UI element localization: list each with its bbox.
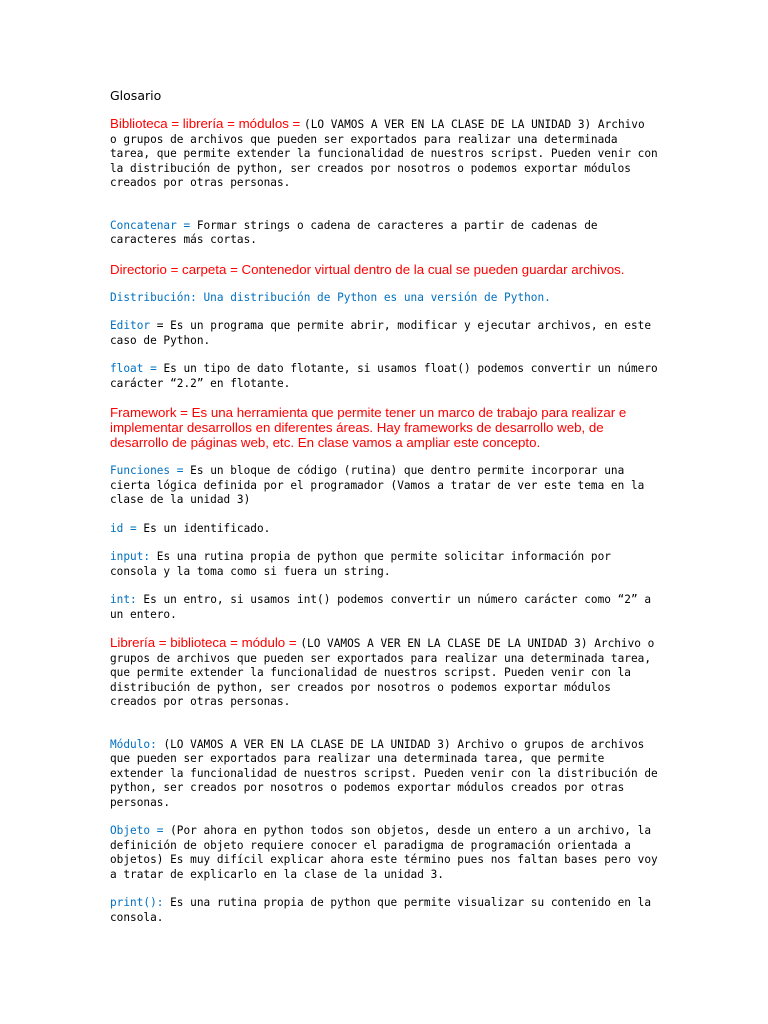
entry-definition: Es una rutina propia de python que permite visualizar su contenido en la consola. — [110, 896, 652, 924]
entry-definition: Es un entro, si usamos int() podemos convertir un número carácter como “2” a un entero. — [110, 593, 652, 621]
entry-definition: Es un bloque de código (rutina) que dentro permite incorporar una cierta lógica definida por el programador (Vamos a tratar de ver este tema en la clase de la unidad 3) — [110, 464, 645, 506]
glossary-entry-modulo — [110, 738, 658, 811]
entry-definition: Formar strings o cadena de caracteres a partir de cadenas de caracteres más cortas. — [110, 218, 598, 246]
entry-term: Librería = biblioteca = módulo = — [110, 635, 301, 650]
entry-definition: Es un identificado. — [143, 521, 271, 535]
entry-definition: (LO VAMOS A VER EN LA CLASE DE LA UNIDAD 3) Archivo o grupos de archivos que pueden ser exportados para realizar una determinada tarea, que permite extender la funcionalidad de nuestros scripst. Pueden venir con la distribución de python, ser creados por nosotros o podemos exportar módulos creados por otras personas. — [110, 737, 658, 809]
entry-term: Biblioteca = librería = módulos = — [110, 116, 305, 131]
glossary-entry-id — [110, 522, 658, 537]
entry-term: input: — [110, 550, 157, 563]
entry-term: Funciones = — [110, 464, 191, 477]
glossary-entry-float — [110, 362, 658, 391]
glossary-entry-concatenar — [110, 219, 658, 248]
glossary-entry-print — [110, 896, 658, 925]
glossary-entry-int — [110, 593, 658, 622]
glossary-entry-libreria — [110, 636, 658, 710]
entry-term: Objeto = — [110, 824, 171, 837]
document-page — [110, 88, 658, 939]
entry-definition: (LO VAMOS A VER EN LA CLASE DE LA UNIDAD 3) Archivo o grupos de archivos que pueden ser exportados para realizar una determinada tarea, que permite extender la funcionalidad de nuestros scripst. Pueden venir con la distribución de python, ser creados por nosotros o podemos exportar módulos creados por otras personas. — [110, 637, 655, 708]
entry-definition: (Por ahora en python todos son objetos, desde un entero a un archivo, la definición de objeto requiere conocer el paradigma de programación orientada a objetos) Es muy difícil explicar ahora este término pues nos faltan bases pero voy a tratar de explicarlo en la clase de la unidad 3. — [110, 824, 658, 881]
entry-term: Editor — [110, 319, 157, 332]
glossary-entry-input — [110, 550, 658, 579]
entry-definition: Es una rutina propia de python que permite solicitar información por consola y la toma como si fuera un string. — [110, 550, 611, 578]
entry-definition: Es un tipo de dato flotante, si usamos float() podemos convertir un número carácter “2.2” en flotante. — [110, 362, 658, 390]
entry-term: Módulo: — [110, 737, 164, 751]
glossary-entry-objeto — [110, 824, 658, 882]
glossary-entry-editor — [110, 319, 658, 348]
entry-term: float = — [110, 362, 164, 375]
entry-term: Concatenar = — [110, 218, 197, 232]
glossary-entry-funciones — [110, 464, 658, 508]
glossary-entry-biblioteca — [110, 117, 658, 191]
entry-term: id = — [110, 521, 144, 535]
entry-definition: (LO VAMOS A VER EN LA CLASE DE LA UNIDAD 3) Archivo o grupos de archivos que pueden ser exportados para realizar una determinada tarea, que permite extender la funcionalidad de nuestros scripst. Pueden venir con la distribución de python, ser creados por nosotros o podemos exportar módulos creados por otras personas. — [110, 118, 658, 189]
page-title: Glosario — [110, 88, 162, 103]
glossary-entry-distribucion: Distribución: Una distribución de Python es una versión de Python. — [110, 290, 551, 304]
entry-term: print(): — [110, 896, 171, 909]
glossary-entry-framework: Framework = Es una herramienta que permite tener un marco de trabajo para realizar e implementar desarrollos en diferentes áreas. Hay frameworks de desarrollo web, de desarrollo de páginas web, etc. En clase vamos a ampliar este concepto. — [110, 405, 627, 450]
entry-term: int: — [110, 593, 144, 606]
glossary-entry-directorio: Directorio = carpeta = Contenedor virtual dentro de la cual se pueden guardar archivos. — [110, 261, 625, 277]
entry-definition: = Es un programa que permite abrir, modificar y ejecutar archivos, en este caso de Python. — [110, 319, 652, 347]
